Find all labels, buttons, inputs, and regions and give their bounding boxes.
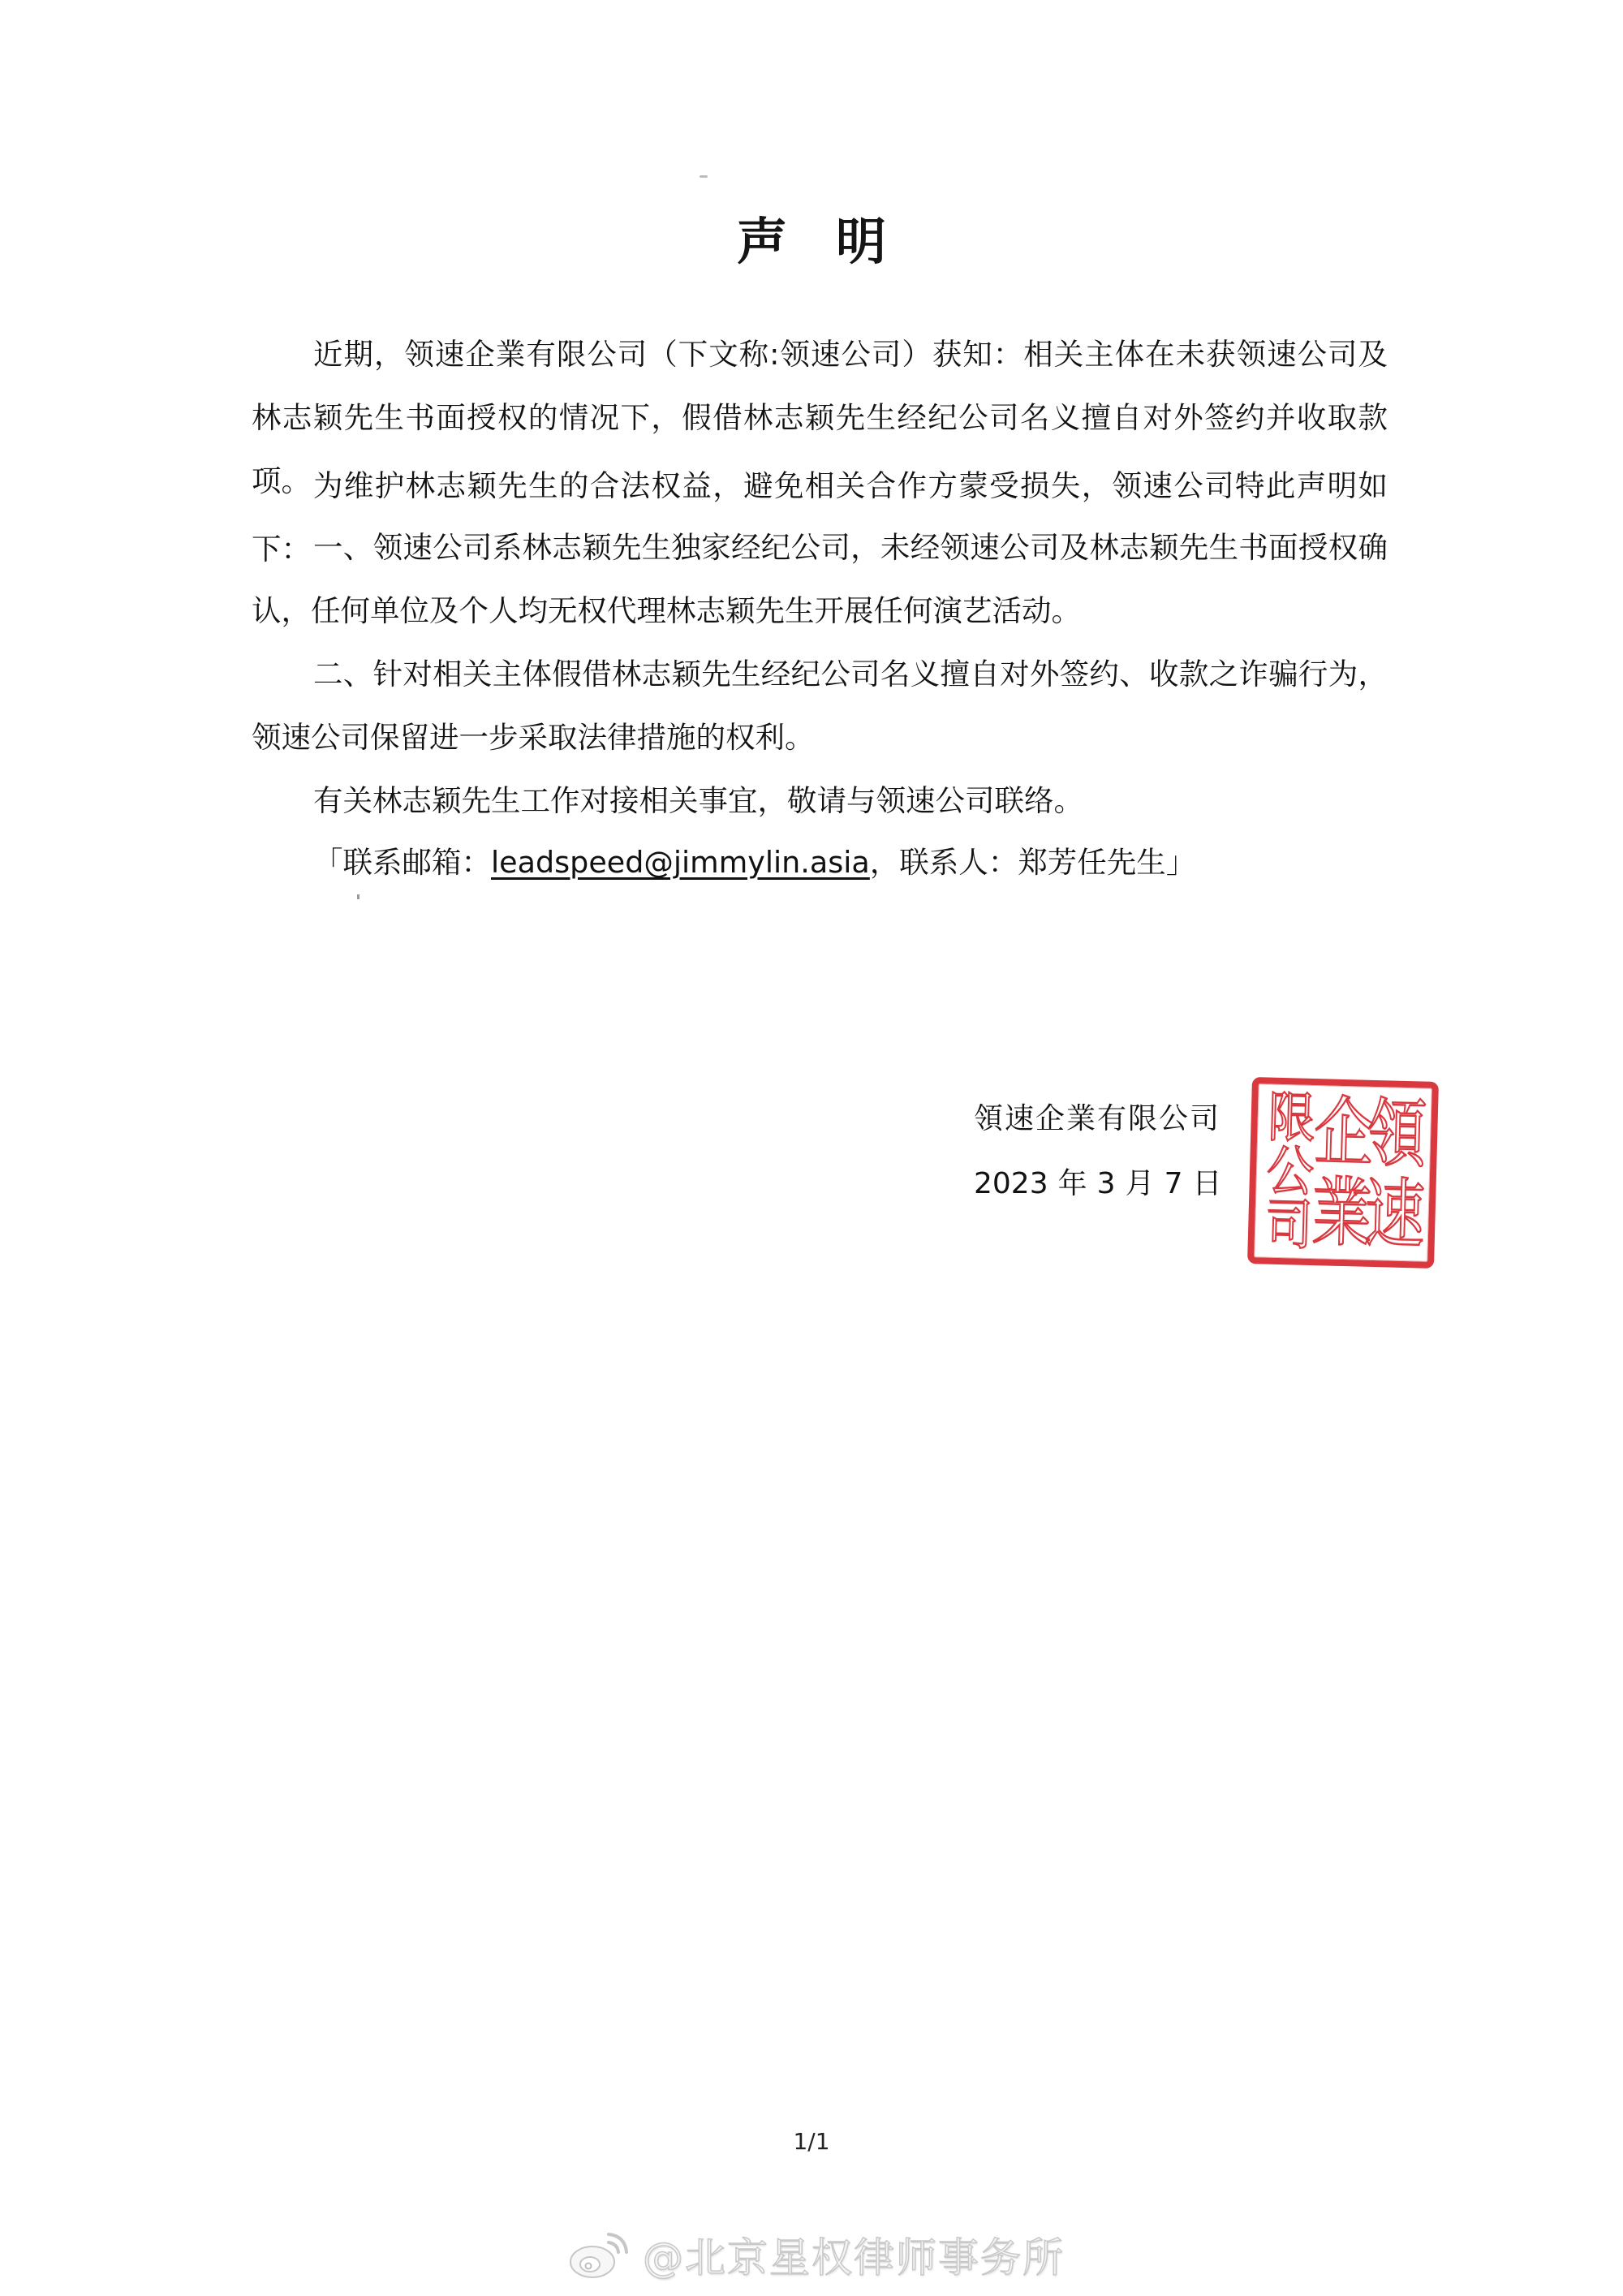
seal-column-middle	[1311, 1088, 1375, 1258]
contact-line	[252, 831, 1388, 894]
date-day-unit: 日	[1192, 1167, 1222, 1200]
paragraph-contact-note: 有关林志颖先生工作对接相关事宜，敬请与领速公司联络。	[313, 783, 1083, 818]
paragraph-clause-one: 一、领速公司系林志颖先生独家经纪公司，未经领速公司及林志颖先生书面授权确认，任何单位及个人均无权代理林志颖先生开展任何演艺活动。	[252, 530, 1388, 628]
signature-date	[974, 1161, 1231, 1202]
seal-column-right	[1363, 1089, 1428, 1259]
scan-speck	[357, 894, 359, 899]
date-month-unit: 月	[1125, 1167, 1155, 1200]
seal-column-left	[1262, 1085, 1318, 1258]
scan-speck	[700, 175, 708, 178]
date-year-unit: 年	[1057, 1167, 1087, 1200]
paragraph-purpose: 为维护林志颖先生的合法权益，避免相关合作方蒙受损失，领速公司特此声明如下：	[252, 468, 1388, 566]
watermark-text: @北京星权律师事务所	[643, 2234, 1065, 2281]
signature-company: 領速企業有限公司	[974, 1102, 1221, 1135]
seal-char: 領	[1365, 1089, 1428, 1178]
seal-char: 速	[1363, 1170, 1427, 1259]
seal-char: 業	[1311, 1168, 1374, 1258]
paragraph-clause-two: 二、针对相关主体假借林志颖先生经纪公司名义擅自对外签约、收款之诈骗行为，领速公司保留进一步采取法律措施的权利。	[252, 657, 1388, 755]
seal-char: 企	[1312, 1088, 1375, 1178]
document-title: 声明	[736, 212, 935, 271]
contact-suffix: 」	[1165, 845, 1196, 880]
paragraph-intro: 近期，领速企業有限公司（下文称:领速公司）获知：相关主体在未获领速公司及林志颖先生书面授权的情况下，假借林志颖先生经纪公司名义擅自对外签约并收取款项。	[252, 337, 1388, 498]
contact-person: 郑芳任先生	[1018, 845, 1166, 880]
contact-middle: ，联系人：	[869, 845, 1018, 880]
weibo-watermark	[568, 2225, 1065, 2284]
seal-char: 限	[1267, 1085, 1316, 1151]
date-year: 2023	[974, 1167, 1048, 1200]
contact-email-link[interactable]: leadspeed@jimmylin.asia	[491, 845, 870, 880]
contact-prefix: 「联系邮箱：	[313, 845, 491, 880]
company-seal-stamp	[1247, 1077, 1439, 1269]
page-number: 1/1	[793, 2128, 830, 2155]
date-day: 7	[1164, 1167, 1183, 1200]
seal-char: 公	[1266, 1139, 1315, 1204]
date-month: 3	[1096, 1167, 1116, 1200]
weibo-icon	[568, 2229, 631, 2280]
seal-char: 司	[1264, 1192, 1314, 1258]
